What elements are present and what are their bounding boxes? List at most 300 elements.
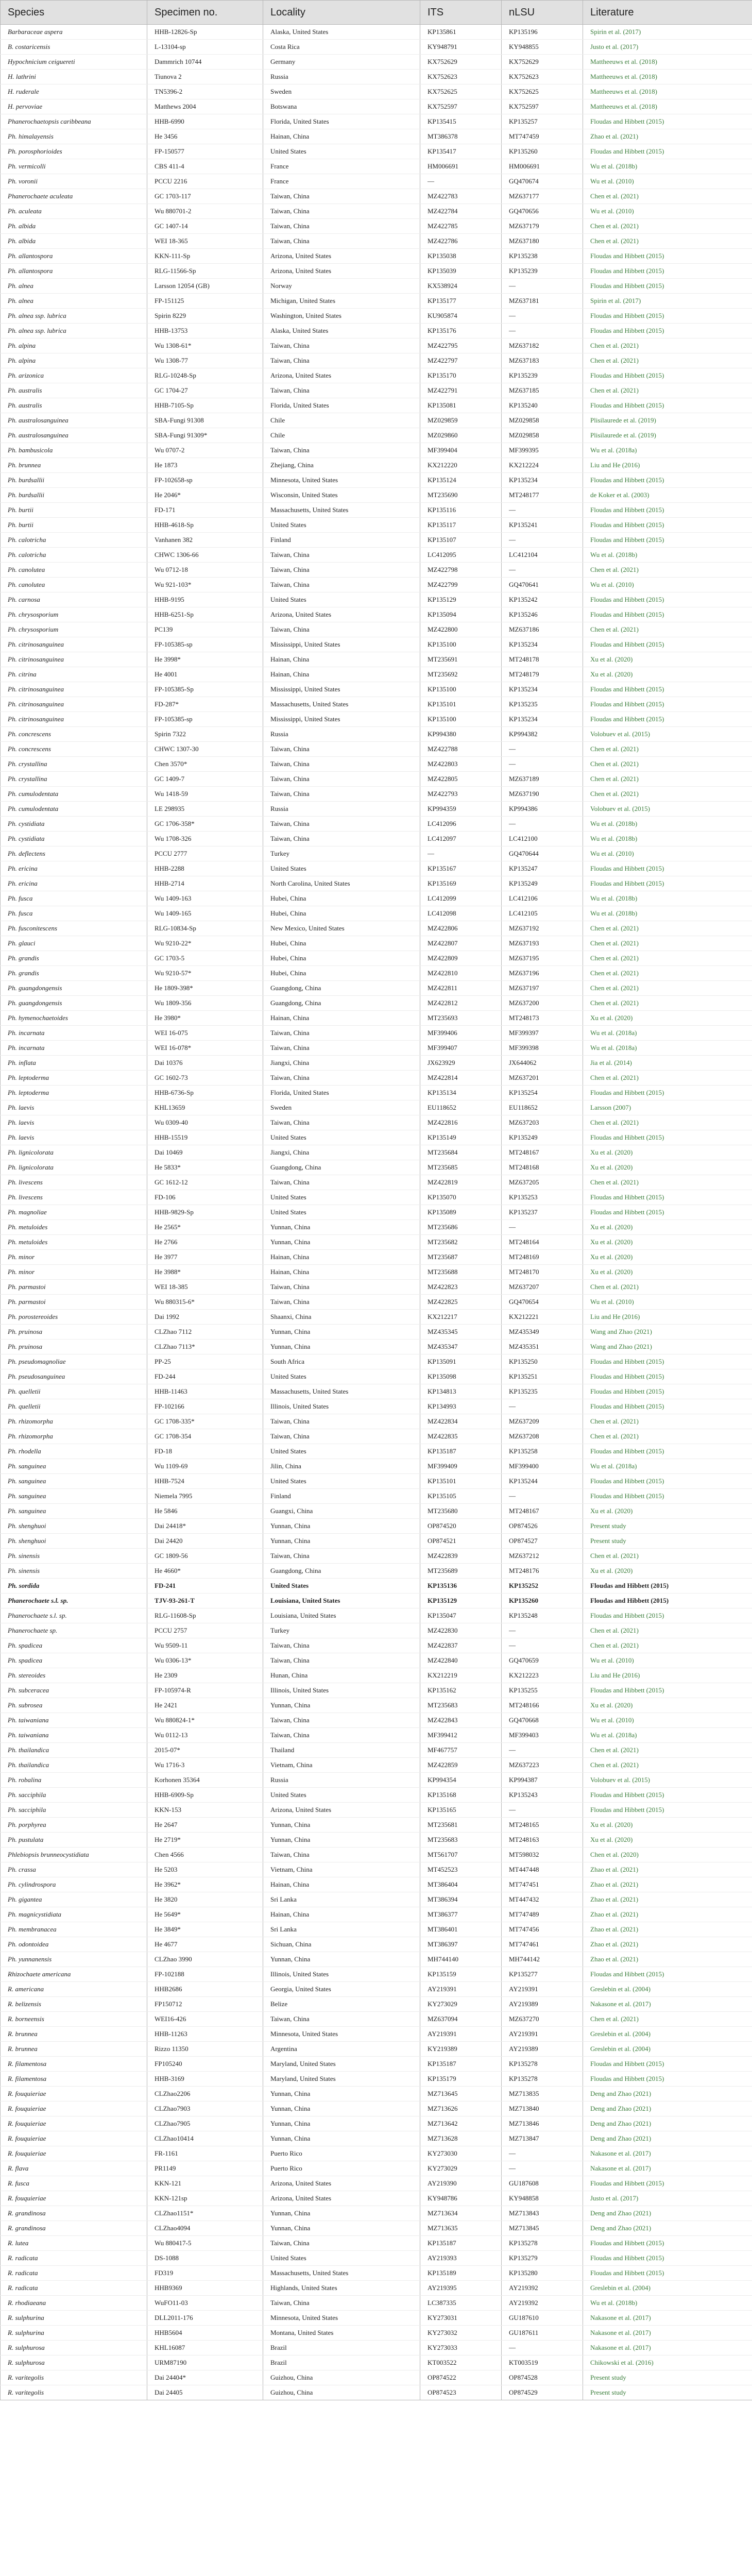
cell-literature[interactable]: Zhao et al. (2021)	[583, 1907, 752, 1922]
cell-literature[interactable]: Mattheeuws et al. (2018)	[583, 55, 752, 70]
cell-its: MT235692	[420, 667, 502, 682]
cell-locality: Hubei, China	[263, 966, 420, 981]
cell-nlsu: KY948858	[502, 2191, 583, 2206]
cell-literature[interactable]: Floudas and Hibbett (2015)	[583, 1788, 752, 1803]
cell-literature[interactable]: Chen et al. (2021)	[583, 1638, 752, 1653]
cell-species: Ph. inflata	[1, 1056, 147, 1071]
cell-literature[interactable]: Xu et al. (2020)	[583, 1818, 752, 1833]
cell-nlsu: MZ637195	[502, 951, 583, 966]
cell-literature[interactable]: Mattheeuws et al. (2018)	[583, 99, 752, 114]
cell-literature[interactable]: Spirin et al. (2017)	[583, 294, 752, 309]
cell-literature[interactable]: Floudas and Hibbett (2015)	[583, 697, 752, 712]
cell-literature[interactable]: Jia et al. (2014)	[583, 1056, 752, 1071]
cell-specimen: L-13104-sp	[147, 40, 263, 55]
cell-locality: Yunnan, China	[263, 1235, 420, 1250]
cell-locality: Illinois, United States	[263, 1967, 420, 1982]
cell-literature[interactable]: Wu et al. (2018a)	[583, 1728, 752, 1743]
cell-literature[interactable]: Floudas and Hibbett (2015)	[583, 682, 752, 697]
cell-literature[interactable]: Wu et al. (2018a)	[583, 1041, 752, 1056]
table-row	[1, 832, 752, 846]
cell-specimen: HHB-7524	[147, 1474, 263, 1489]
table-row	[1, 1952, 752, 1967]
cell-literature[interactable]: Xu et al. (2020)	[583, 652, 752, 667]
cell-literature[interactable]: Wang and Zhao (2021)	[583, 1325, 752, 1340]
cell-species: Ph. australis	[1, 398, 147, 413]
cell-literature[interactable]: Floudas and Hibbett (2015)	[583, 607, 752, 622]
cell-locality: Alaska, United States	[263, 324, 420, 338]
cell-literature[interactable]: Floudas and Hibbett (2015)	[583, 637, 752, 652]
cell-literature[interactable]: Chen et al. (2021)	[583, 353, 752, 368]
cell-specimen: DS-1088	[147, 2251, 263, 2266]
cell-literature[interactable]: Wu et al. (2018b)	[583, 906, 752, 921]
cell-literature[interactable]: Chen et al. (2021)	[583, 1549, 752, 1564]
table-row	[1, 413, 752, 428]
cell-literature[interactable]: Floudas and Hibbett (2015)	[583, 1086, 752, 1100]
table-row	[1, 1310, 752, 1325]
cell-literature[interactable]: Floudas and Hibbett (2015)	[583, 876, 752, 891]
cell-literature[interactable]: Zhao et al. (2021)	[583, 1877, 752, 1892]
table-row	[1, 398, 752, 413]
cell-species: Rhizochaete americana	[1, 1967, 147, 1982]
cell-literature[interactable]: Floudas and Hibbett (2015)	[583, 861, 752, 876]
cell-species: Ph. cystidiata	[1, 817, 147, 832]
cell-specimen: SBA-Fungi 91308	[147, 413, 263, 428]
cell-species: Ph. guangdongensis	[1, 996, 147, 1011]
cell-nlsu: MT747459	[502, 129, 583, 144]
cell-literature[interactable]: Wu et al. (2010)	[583, 1653, 752, 1668]
table-body	[1, 25, 752, 2400]
cell-literature[interactable]: Chen et al. (2021)	[583, 921, 752, 936]
cell-specimen: He 2046*	[147, 488, 263, 503]
cell-species: Ph. yunnanensis	[1, 1952, 147, 1967]
cell-nlsu: —	[502, 742, 583, 757]
cell-locality: Louisiana, United States	[263, 1594, 420, 1608]
cell-literature[interactable]: Floudas and Hibbett (2015)	[583, 1444, 752, 1459]
cell-literature[interactable]: Floudas and Hibbett (2015)	[583, 1190, 752, 1205]
cell-literature[interactable]: Justo et al. (2017)	[583, 2191, 752, 2206]
cell-literature[interactable]: Chen et al. (2021)	[583, 383, 752, 398]
cell-literature[interactable]: Chen et al. (2021)	[583, 1429, 752, 1444]
cell-literature[interactable]: Xu et al. (2020)	[583, 1265, 752, 1280]
cell-nlsu: MT447448	[502, 1862, 583, 1877]
cell-literature[interactable]: Floudas and Hibbett (2015)	[583, 2251, 752, 2266]
cell-its: LC412098	[420, 906, 502, 921]
table-row	[1, 1653, 752, 1668]
cell-specimen: CLZhao4094	[147, 2221, 263, 2236]
cell-literature[interactable]: Chen et al. (2021)	[583, 1743, 752, 1758]
table-row	[1, 443, 752, 458]
cell-literature[interactable]: Deng and Zhao (2021)	[583, 2087, 752, 2102]
cell-literature[interactable]: Liu and He (2016)	[583, 1310, 752, 1325]
cell-literature[interactable]: Floudas and Hibbett (2015)	[583, 1399, 752, 1414]
cell-literature[interactable]: Nakasone et al. (2017)	[583, 2311, 752, 2326]
cell-its: KP135187	[420, 2236, 502, 2251]
cell-species: R. sulphurosa	[1, 2341, 147, 2355]
cell-its: KP135117	[420, 518, 502, 533]
cell-literature[interactable]: Xu et al. (2020)	[583, 1145, 752, 1160]
cell-literature[interactable]: Xu et al. (2020)	[583, 1250, 752, 1265]
cell-literature[interactable]: Wu et al. (2018b)	[583, 159, 752, 174]
cell-specimen: GC 1704-27	[147, 383, 263, 398]
cell-literature[interactable]: Floudas and Hibbett (2015)	[583, 398, 752, 413]
cell-literature[interactable]: Zhao et al. (2021)	[583, 1862, 752, 1877]
cell-nlsu: KP135253	[502, 1190, 583, 1205]
cell-nlsu: KX752625	[502, 84, 583, 99]
cell-species: Ph. thailandica	[1, 1758, 147, 1773]
cell-species: Ph. sanguinea	[1, 1459, 147, 1474]
cell-species: Ph. canolutea	[1, 578, 147, 592]
cell-nlsu: KY948855	[502, 40, 583, 55]
cell-literature[interactable]: Floudas and Hibbett (2015)	[583, 309, 752, 324]
table-row	[1, 2370, 752, 2385]
cell-literature[interactable]: Xu et al. (2020)	[583, 1220, 752, 1235]
table-row	[1, 1982, 752, 1997]
cell-nlsu: KX752597	[502, 99, 583, 114]
cell-specimen: Wu 0112-13	[147, 1728, 263, 1743]
cell-locality: Hainan, China	[263, 1250, 420, 1265]
cell-literature[interactable]: Chen et al. (2021)	[583, 966, 752, 981]
cell-literature[interactable]: Floudas and Hibbett (2015)	[583, 1579, 752, 1594]
table-row	[1, 2311, 752, 2326]
cell-species: Ph. citrinosanguinea	[1, 697, 147, 712]
cell-literature[interactable]: Present study	[583, 1534, 752, 1549]
cell-literature[interactable]: Volobuev et al. (2015)	[583, 727, 752, 742]
cell-literature[interactable]: Deng and Zhao (2021)	[583, 2131, 752, 2146]
cell-literature[interactable]: Floudas and Hibbett (2015)	[583, 503, 752, 518]
cell-literature[interactable]: Chen et al. (2021)	[583, 622, 752, 637]
cell-specimen: He 3849*	[147, 1922, 263, 1937]
cell-locality: Finland	[263, 1489, 420, 1504]
cell-literature[interactable]: Floudas and Hibbett (2015)	[583, 1474, 752, 1489]
cell-locality: Hainan, China	[263, 1907, 420, 1922]
cell-literature[interactable]: Chen et al. (2021)	[583, 787, 752, 802]
cell-literature[interactable]: Wu et al. (2018b)	[583, 891, 752, 906]
cell-locality: Russia	[263, 1773, 420, 1788]
cell-specimen: KHL16087	[147, 2341, 263, 2355]
cell-locality: Taiwan, China	[263, 1041, 420, 1056]
cell-literature[interactable]: Floudas and Hibbett (2015)	[583, 1205, 752, 1220]
cell-nlsu: KP135252	[502, 1579, 583, 1594]
cell-literature[interactable]: Justo et al. (2017)	[583, 40, 752, 55]
cell-literature[interactable]: de Koker et al. (2003)	[583, 488, 752, 503]
table-row	[1, 159, 752, 174]
cell-literature[interactable]: Floudas and Hibbett (2015)	[583, 1354, 752, 1369]
cell-species: Phlebiopsis brunneocystidiata	[1, 1848, 147, 1862]
cell-nlsu: KP135243	[502, 1788, 583, 1803]
table-row	[1, 2087, 752, 2102]
cell-literature[interactable]: Floudas and Hibbett (2015)	[583, 1489, 752, 1504]
cell-literature[interactable]: Chen et al. (2021)	[583, 1414, 752, 1429]
table-row	[1, 1190, 752, 1205]
cell-literature[interactable]: Greslebin et al. (2004)	[583, 2042, 752, 2057]
cell-literature[interactable]: Chen et al. (2021)	[583, 189, 752, 204]
cell-locality: Florida, United States	[263, 398, 420, 413]
header-nlsu: nLSU	[502, 1, 583, 25]
cell-literature[interactable]: Floudas and Hibbett (2015)	[583, 533, 752, 548]
cell-literature[interactable]: Zhao et al. (2021)	[583, 1937, 752, 1952]
cell-literature[interactable]: Volobuev et al. (2015)	[583, 1773, 752, 1788]
cell-literature[interactable]: Xu et al. (2020)	[583, 1235, 752, 1250]
cell-literature[interactable]: Deng and Zhao (2021)	[583, 2206, 752, 2221]
cell-literature[interactable]: Liu and He (2016)	[583, 1668, 752, 1683]
cell-its: KP135177	[420, 294, 502, 309]
cell-locality: Zhejiang, China	[263, 458, 420, 473]
cell-literature[interactable]: Chen et al. (2021)	[583, 1071, 752, 1086]
cell-locality: Guangxi, China	[263, 1504, 420, 1519]
cell-locality: Chile	[263, 413, 420, 428]
cell-its: KP135159	[420, 1967, 502, 1982]
cell-literature[interactable]: Nakasone et al. (2017)	[583, 2341, 752, 2355]
cell-nlsu: MZ713835	[502, 2087, 583, 2102]
cell-locality: Belize	[263, 1997, 420, 2012]
cell-literature[interactable]: Deng and Zhao (2021)	[583, 2221, 752, 2236]
cell-specimen: CLZhao7903	[147, 2102, 263, 2116]
cell-its: OP874521	[420, 1534, 502, 1549]
cell-literature[interactable]: Mattheeuws et al. (2018)	[583, 84, 752, 99]
cell-literature[interactable]: Xu et al. (2020)	[583, 1564, 752, 1579]
table-row	[1, 2191, 752, 2206]
cell-literature[interactable]: Xu et al. (2020)	[583, 667, 752, 682]
cell-locality: Washington, United States	[263, 309, 420, 324]
cell-literature[interactable]: Wu et al. (2018b)	[583, 832, 752, 846]
cell-species: Ph. calotricha	[1, 533, 147, 548]
cell-literature[interactable]: Floudas and Hibbett (2015)	[583, 2057, 752, 2072]
cell-nlsu: GQ470641	[502, 578, 583, 592]
cell-literature[interactable]: Floudas and Hibbett (2015)	[583, 1967, 752, 1982]
cell-literature[interactable]: Floudas and Hibbett (2015)	[583, 592, 752, 607]
cell-literature[interactable]: Wu et al. (2010)	[583, 578, 752, 592]
cell-literature[interactable]: Nakasone et al. (2017)	[583, 2161, 752, 2176]
cell-literature[interactable]: Chen et al. (2021)	[583, 219, 752, 234]
cell-nlsu: —	[502, 309, 583, 324]
table-row	[1, 1175, 752, 1190]
cell-literature[interactable]: Floudas and Hibbett (2015)	[583, 324, 752, 338]
cell-its: KP135861	[420, 25, 502, 40]
cell-specimen: HHB5604	[147, 2326, 263, 2341]
cell-literature[interactable]: Chen et al. (2021)	[583, 757, 752, 772]
cell-literature[interactable]: Wu et al. (2010)	[583, 1713, 752, 1728]
cell-literature[interactable]: Floudas and Hibbett (2015)	[583, 368, 752, 383]
cell-literature[interactable]: Wu et al. (2018a)	[583, 1459, 752, 1474]
cell-literature[interactable]: Chen et al. (2021)	[583, 951, 752, 966]
cell-literature[interactable]: Chen et al. (2021)	[583, 1758, 752, 1773]
cell-locality: Yunnan, China	[263, 2131, 420, 2146]
cell-nlsu: MF399398	[502, 1041, 583, 1056]
cell-specimen: He 3980*	[147, 1011, 263, 1026]
cell-literature[interactable]: Present study	[583, 2370, 752, 2385]
cell-literature[interactable]: Xu et al. (2020)	[583, 1504, 752, 1519]
cell-its: MZ422839	[420, 1549, 502, 1564]
cell-nlsu: MZ435349	[502, 1325, 583, 1340]
cell-its: KP135101	[420, 1474, 502, 1489]
cell-literature[interactable]: Floudas and Hibbett (2015)	[583, 2236, 752, 2251]
cell-literature[interactable]: Floudas and Hibbett (2015)	[583, 1130, 752, 1145]
cell-literature[interactable]: Wu et al. (2018b)	[583, 817, 752, 832]
cell-nlsu: MZ713840	[502, 2102, 583, 2116]
cell-literature[interactable]: Wu et al. (2018a)	[583, 443, 752, 458]
cell-literature[interactable]: Zhao et al. (2021)	[583, 1952, 752, 1967]
cell-nlsu: MZ637209	[502, 1414, 583, 1429]
cell-literature[interactable]: Liu and He (2016)	[583, 458, 752, 473]
cell-literature[interactable]: Greslebin et al. (2004)	[583, 2281, 752, 2296]
cell-locality: Taiwan, China	[263, 1848, 420, 1862]
cell-its: MF399409	[420, 1459, 502, 1474]
cell-nlsu: MZ637193	[502, 936, 583, 951]
cell-literature[interactable]: Deng and Zhao (2021)	[583, 2102, 752, 2116]
cell-species: Ph. aculeata	[1, 204, 147, 219]
cell-literature[interactable]: Present study	[583, 1519, 752, 1534]
cell-literature[interactable]: Floudas and Hibbett (2015)	[583, 712, 752, 727]
cell-literature[interactable]: Floudas and Hibbett (2015)	[583, 1384, 752, 1399]
cell-nlsu: GU187611	[502, 2326, 583, 2341]
cell-literature[interactable]: Plisilaurede et al. (2019)	[583, 428, 752, 443]
table-row	[1, 174, 752, 189]
cell-literature[interactable]: Floudas and Hibbett (2015)	[583, 2072, 752, 2087]
cell-its: KP135189	[420, 2266, 502, 2281]
table-row	[1, 2266, 752, 2281]
cell-literature[interactable]: Chen et al. (2021)	[583, 936, 752, 951]
cell-literature[interactable]: Floudas and Hibbett (2015)	[583, 264, 752, 279]
cell-species: Ph. alpina	[1, 353, 147, 368]
cell-literature[interactable]: Xu et al. (2020)	[583, 1160, 752, 1175]
cell-locality: Hainan, China	[263, 667, 420, 682]
cell-literature[interactable]: Floudas and Hibbett (2015)	[583, 473, 752, 488]
table-row	[1, 966, 752, 981]
cell-literature[interactable]: Chen et al. (2021)	[583, 1115, 752, 1130]
cell-locality: Taiwan, China	[263, 353, 420, 368]
cell-specimen: HHB-6251-Sp	[147, 607, 263, 622]
cell-literature[interactable]: Wu et al. (2018b)	[583, 548, 752, 563]
cell-literature[interactable]: Floudas and Hibbett (2015)	[583, 1369, 752, 1384]
cell-locality: Taiwan, China	[263, 578, 420, 592]
cell-literature[interactable]: Deng and Zhao (2021)	[583, 2116, 752, 2131]
cell-literature[interactable]: Wu et al. (2018a)	[583, 1026, 752, 1041]
cell-literature[interactable]: Chen et al. (2021)	[583, 1623, 752, 1638]
cell-literature[interactable]: Spirin et al. (2017)	[583, 25, 752, 40]
cell-literature[interactable]: Mattheeuws et al. (2018)	[583, 70, 752, 84]
table-row	[1, 1848, 752, 1862]
cell-literature[interactable]: Wu et al. (2010)	[583, 204, 752, 219]
cell-locality: Taiwan, China	[263, 563, 420, 578]
cell-nlsu: KP135279	[502, 2251, 583, 2266]
cell-literature[interactable]: Greslebin et al. (2004)	[583, 1982, 752, 1997]
cell-literature[interactable]: Floudas and Hibbett (2015)	[583, 2266, 752, 2281]
cell-literature[interactable]: Wu et al. (2010)	[583, 846, 752, 861]
cell-locality: Arizona, United States	[263, 1803, 420, 1818]
cell-literature[interactable]: Chen et al. (2021)	[583, 772, 752, 787]
cell-literature[interactable]: Floudas and Hibbett (2015)	[583, 518, 752, 533]
cell-locality: Yunnan, China	[263, 2087, 420, 2102]
cell-locality: Arizona, United States	[263, 264, 420, 279]
cell-literature[interactable]: Greslebin et al. (2004)	[583, 2027, 752, 2042]
cell-literature[interactable]: Xu et al. (2020)	[583, 1698, 752, 1713]
cell-literature[interactable]: Chen et al. (2021)	[583, 234, 752, 249]
cell-literature[interactable]: Floudas and Hibbett (2015)	[583, 144, 752, 159]
cell-literature[interactable]: Floudas and Hibbett (2015)	[583, 249, 752, 264]
cell-literature[interactable]: Plisilaurede et al. (2019)	[583, 413, 752, 428]
table-row	[1, 219, 752, 234]
cell-specimen: Dai 10469	[147, 1145, 263, 1160]
cell-literature[interactable]: Larsson (2007)	[583, 1100, 752, 1115]
cell-nlsu: MZ435351	[502, 1340, 583, 1354]
cell-literature[interactable]: Floudas and Hibbett (2015)	[583, 1594, 752, 1608]
cell-literature[interactable]: Floudas and Hibbett (2015)	[583, 279, 752, 294]
cell-specimen: PCCU 2216	[147, 174, 263, 189]
cell-species: R. flava	[1, 2161, 147, 2176]
cell-locality: Taiwan, China	[263, 234, 420, 249]
cell-literature[interactable]: Chen et al. (2021)	[583, 1280, 752, 1295]
cell-specimen: Wu 0309-40	[147, 1115, 263, 1130]
cell-literature[interactable]: Present study	[583, 2385, 752, 2400]
cell-literature[interactable]: Chen et al. (2021)	[583, 563, 752, 578]
cell-locality: Hainan, China	[263, 1877, 420, 1892]
cell-locality: Taiwan, China	[263, 1429, 420, 1444]
cell-locality: Yunnan, China	[263, 1519, 420, 1534]
cell-species: Ph. burtii	[1, 518, 147, 533]
cell-specimen: DLL2011-176	[147, 2311, 263, 2326]
cell-literature[interactable]: Xu et al. (2020)	[583, 1833, 752, 1848]
cell-specimen: CLZhao7905	[147, 2116, 263, 2131]
cell-locality: United States	[263, 1190, 420, 1205]
cell-literature[interactable]: Wu et al. (2010)	[583, 174, 752, 189]
cell-literature[interactable]: Chikowski et al. (2016)	[583, 2355, 752, 2370]
cell-literature[interactable]: Chen et al. (2021)	[583, 338, 752, 353]
cell-literature[interactable]: Wu et al. (2010)	[583, 1295, 752, 1310]
cell-literature[interactable]: Chen et al. (2021)	[583, 996, 752, 1011]
cell-literature[interactable]: Nakasone et al. (2017)	[583, 1997, 752, 2012]
cell-literature[interactable]: Chen et al. (2020)	[583, 1848, 752, 1862]
cell-literature[interactable]: Chen et al. (2021)	[583, 742, 752, 757]
cell-literature[interactable]: Chen et al. (2021)	[583, 2012, 752, 2027]
cell-literature[interactable]: Floudas and Hibbett (2015)	[583, 114, 752, 129]
cell-literature[interactable]: Floudas and Hibbett (2015)	[583, 1803, 752, 1818]
cell-literature[interactable]: Zhao et al. (2021)	[583, 129, 752, 144]
cell-locality: Arizona, United States	[263, 2191, 420, 2206]
cell-nlsu: MT248165	[502, 1818, 583, 1833]
cell-species: Ph. subceracea	[1, 1683, 147, 1698]
cell-literature[interactable]: Wang and Zhao (2021)	[583, 1340, 752, 1354]
cell-literature[interactable]: Xu et al. (2020)	[583, 1011, 752, 1026]
cell-locality: Taiwan, China	[263, 219, 420, 234]
cell-nlsu: KP135239	[502, 368, 583, 383]
cell-species: Phanerochaete aculeata	[1, 189, 147, 204]
cell-specimen: FD-241	[147, 1579, 263, 1594]
table-row	[1, 936, 752, 951]
cell-its: KP135047	[420, 1608, 502, 1623]
cell-literature[interactable]: Floudas and Hibbett (2015)	[583, 1683, 752, 1698]
cell-its: MZ422783	[420, 189, 502, 204]
cell-literature[interactable]: Chen et al. (2021)	[583, 1175, 752, 1190]
cell-species: Ph. burdsallii	[1, 488, 147, 503]
cell-literature[interactable]: Volobuev et al. (2015)	[583, 802, 752, 817]
table-row	[1, 518, 752, 533]
table-row	[1, 1280, 752, 1295]
cell-literature[interactable]: Zhao et al. (2021)	[583, 1922, 752, 1937]
cell-nlsu: GQ470674	[502, 174, 583, 189]
table-row	[1, 1862, 752, 1877]
cell-species: R. sulphurina	[1, 2311, 147, 2326]
cell-literature[interactable]: Floudas and Hibbett (2015)	[583, 2176, 752, 2191]
cell-literature[interactable]: Nakasone et al. (2017)	[583, 2326, 752, 2341]
table-row	[1, 1414, 752, 1429]
cell-literature[interactable]: Zhao et al. (2021)	[583, 1892, 752, 1907]
cell-species: Ph. alnea ssp. lubrica	[1, 309, 147, 324]
cell-specimen: Wu 1409-163	[147, 891, 263, 906]
cell-literature[interactable]: Floudas and Hibbett (2015)	[583, 1608, 752, 1623]
cell-literature[interactable]: Nakasone et al. (2017)	[583, 2146, 752, 2161]
cell-literature[interactable]: Wu et al. (2018b)	[583, 2296, 752, 2311]
cell-literature[interactable]: Chen et al. (2021)	[583, 981, 752, 996]
